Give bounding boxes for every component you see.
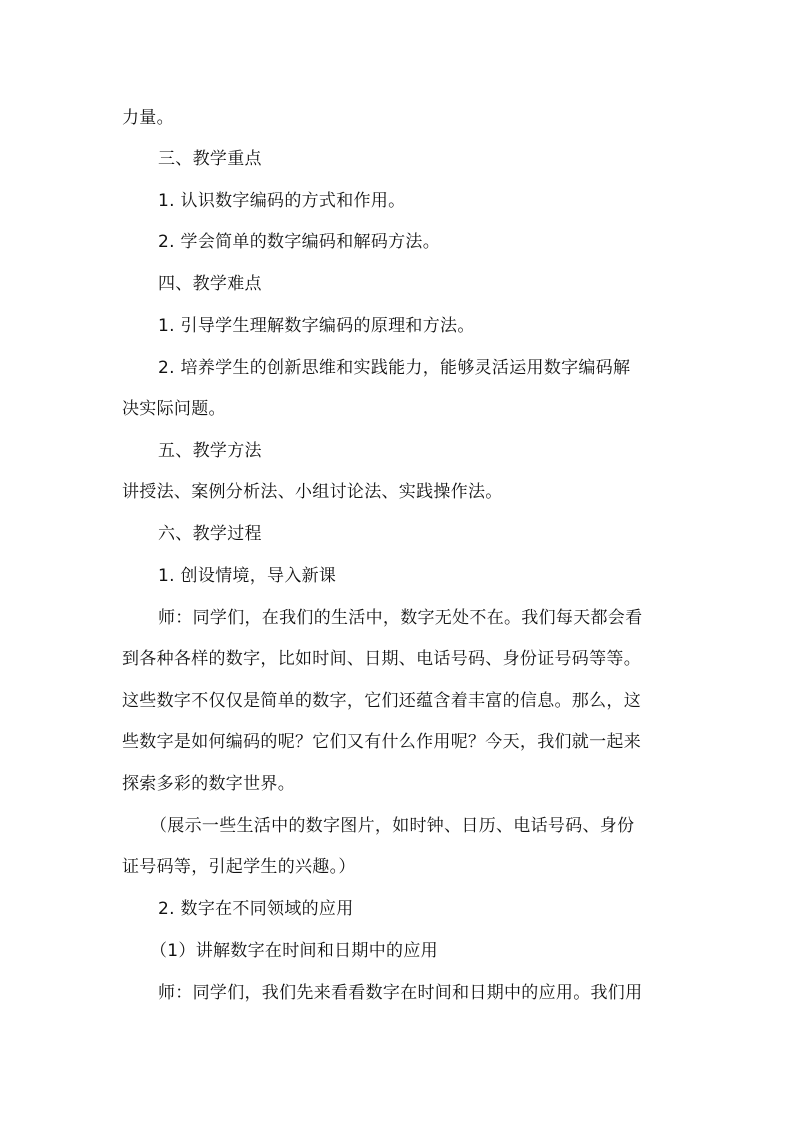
list-item: 2. 培养学生的创新思维和实践能力，能够灵活运用数字编码解 bbox=[158, 358, 631, 378]
body-text: 些数字是如何编码的呢？它们又有什么作用呢？今天，我们就一起来 bbox=[122, 732, 641, 752]
body-text: 到各种各样的数字，比如时间、日期、电话号码、身份证号码等等。 bbox=[122, 649, 641, 669]
body-text: （展示一些生活中的数字图片，如时钟、日历、电话号码、身份 bbox=[150, 816, 635, 836]
subsection-heading: （1）讲解数字在时间和日期中的应用 bbox=[150, 941, 438, 961]
body-text-continuation: 力量。 bbox=[122, 108, 174, 128]
section-heading-key-points: 三、教学重点 bbox=[158, 149, 262, 169]
list-item: 1. 引导学生理解数字编码的原理和方法。 bbox=[158, 316, 475, 336]
body-text: 讲授法、案例分析法、小组讨论法、实践操作法。 bbox=[122, 482, 503, 502]
subsection-heading: 2. 数字在不同领域的应用 bbox=[158, 899, 354, 919]
body-text: 师：同学们，在我们的生活中，数字无处不在。我们每天都会看 bbox=[158, 608, 643, 628]
body-text: 师：同学们，我们先来看看数字在时间和日期中的应用。我们用 bbox=[158, 983, 643, 1003]
section-heading-process: 六、教学过程 bbox=[158, 524, 262, 544]
body-text: 探索多彩的数字世界。 bbox=[122, 774, 295, 794]
body-text: 证号码等，引起学生的兴趣。） bbox=[122, 857, 356, 877]
list-item: 2. 学会简单的数字编码和解码方法。 bbox=[158, 232, 441, 252]
list-item: 1. 认识数字编码的方式和作用。 bbox=[158, 191, 406, 211]
list-item-continuation: 决实际问题。 bbox=[122, 399, 226, 419]
body-text: 这些数字不仅仅是简单的数字，它们还蕴含着丰富的信息。那么，这 bbox=[122, 691, 641, 711]
section-heading-difficulties: 四、教学难点 bbox=[158, 274, 262, 294]
section-heading-methods: 五、教学方法 bbox=[158, 441, 262, 461]
subsection-heading: 1. 创设情境，导入新课 bbox=[158, 566, 337, 586]
